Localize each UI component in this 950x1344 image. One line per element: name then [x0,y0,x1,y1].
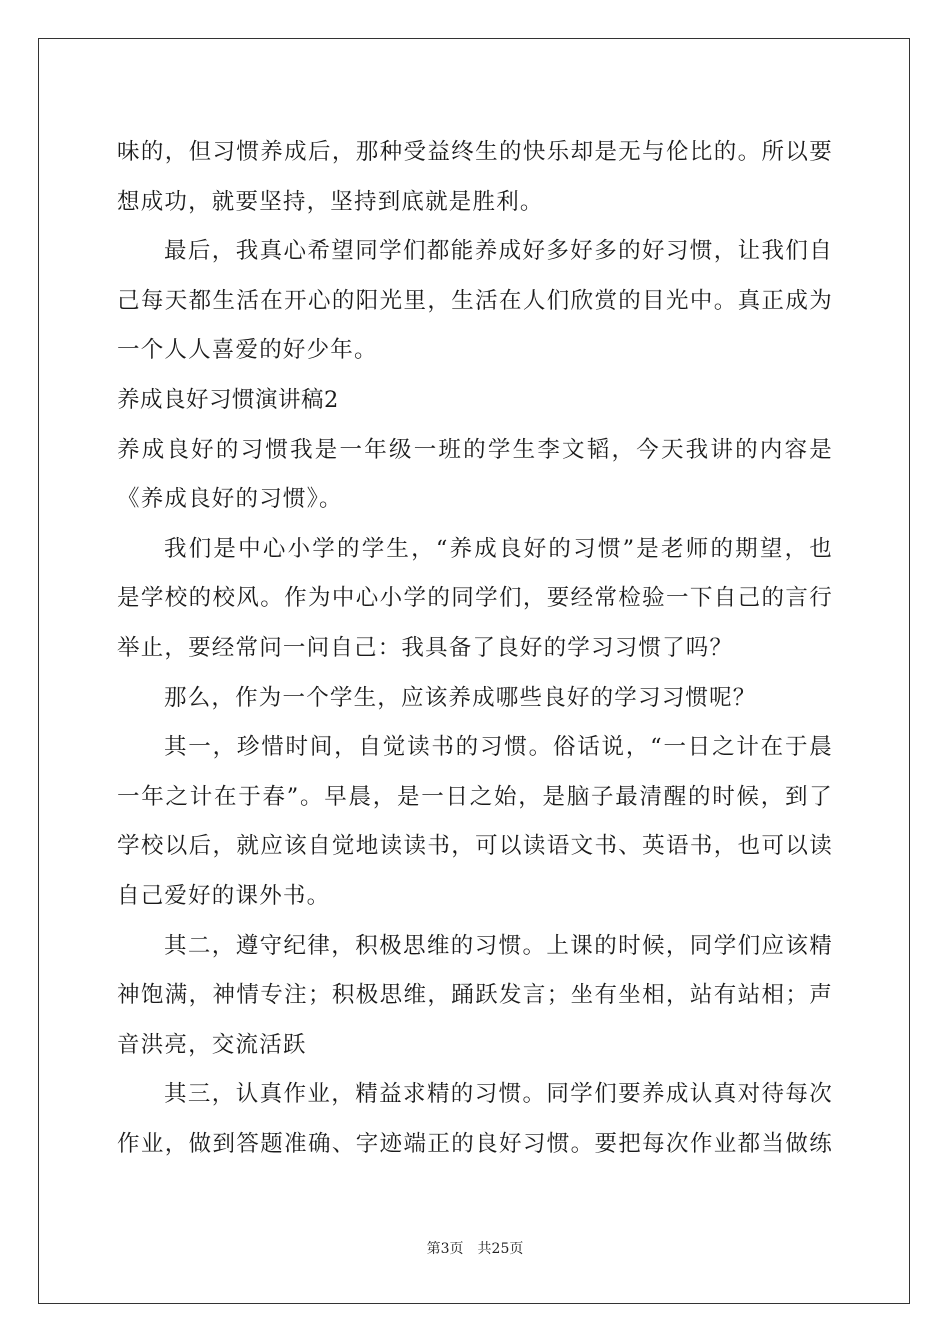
text-line: 其三，认真作业，精益求精的习惯。同学们要养成认真对待每次 [164,1081,833,1108]
text-line: 是学校的校风。作为中心小学的同学们，要经常检验一下自己的言行 [117,585,833,612]
page-footer [0,1238,950,1258]
text-line: 其一，珍惜时间，自觉读书的习惯。俗话说，“一日之计在于晨 [164,734,833,761]
text-line: 神饱满，神情专注；积极思维，踊跃发言；坐有坐相，站有站相；声 [117,982,833,1009]
text-line: 那么，作为一个学生，应该养成哪些良好的学习习惯呢？ [164,684,757,711]
text-line: 我们是中心小学的学生，“养成良好的习惯”是老师的期望，也 [164,535,833,562]
text-line: 其二，遵守纪律，积极思维的习惯。上课的时候，同学们应该精 [164,932,833,959]
text-line: 己每天都生活在开心的阳光里，生活在人们欣赏的目光中。真正成为 [117,287,833,314]
text-line: 一个人人喜爱的好少年。 [117,337,378,364]
text-line: 自己爱好的课外书。 [117,882,331,909]
text-line: 养成良好的习惯我是一年级一班的学生李文韬，今天我讲的内容是 [117,436,833,463]
text-line: 最后，我真心希望同学们都能养成好多好多的好习惯，让我们自 [164,238,833,265]
section-heading: 养成良好习惯演讲稿2 [117,386,339,413]
text-line: 学校以后，就应该自觉地读读书，可以读语文书、英语书，也可以读 [117,833,833,860]
text-line: 一年之计在于春”。早晨，是一日之始，是脑子最清醒的时候，到了 [117,783,833,810]
text-line: 举止，要经常问一问自己：我具备了良好的学习习惯了吗？ [117,634,734,661]
text-line: 《养成良好的习惯》。 [117,486,343,513]
text-line: 想成功，就要坚持，坚持到底就是胜利。 [117,188,544,215]
text-line: 音洪亮，交流活跃 [117,1031,307,1058]
document-body [117,128,833,1169]
page-number: 第3页 [426,1241,464,1257]
text-line: 味的，但习惯养成后，那种受益终生的快乐却是无与伦比的。所以要 [117,139,833,165]
text-line: 作业，做到答题准确、字迹端正的良好习惯。要把每次作业都当做练 [117,1130,833,1157]
page-total: 共25页 [477,1241,524,1257]
